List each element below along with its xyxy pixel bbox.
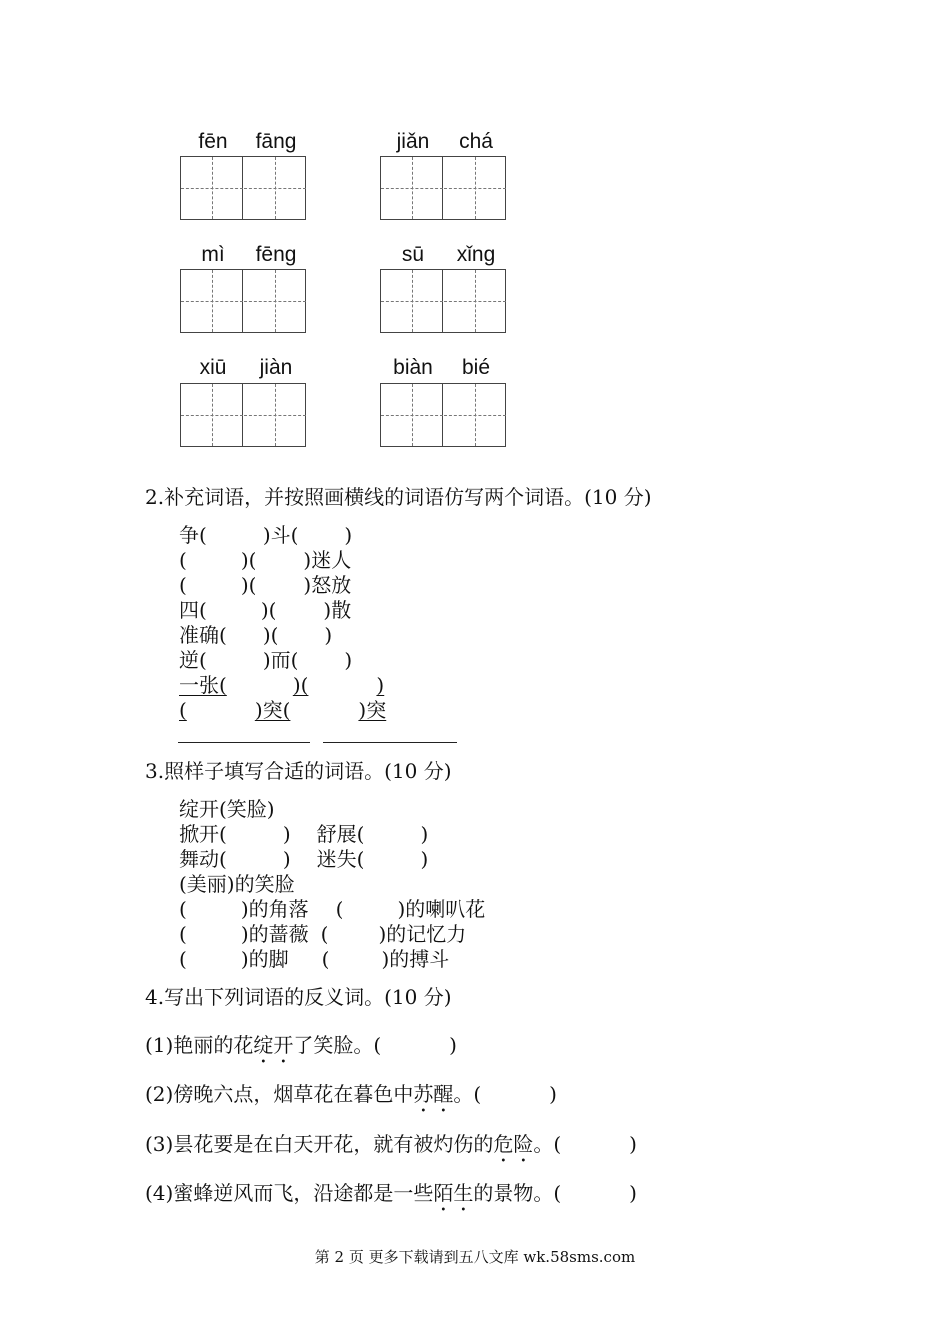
pinyin-label: xǐng xyxy=(456,243,496,266)
q2-line: 争( )斗( ) xyxy=(179,523,353,547)
q3-line: ( )的脚 ( )的搏斗 xyxy=(179,947,450,971)
q3-line: 舞动( ) 迷失( ) xyxy=(179,847,429,871)
answer-line[interactable] xyxy=(178,742,310,743)
q2-line: 准确( )( ) xyxy=(179,623,333,647)
writing-box[interactable] xyxy=(380,269,506,333)
pinyin-label: fāng xyxy=(255,130,297,153)
q2-line: ( )( )怒放 xyxy=(179,573,352,597)
pinyin-label: jiàn xyxy=(259,356,293,379)
pinyin-label: mì xyxy=(201,243,225,266)
pinyin-label: chá xyxy=(459,130,493,153)
question-3-title: 3.照样子填写合适的词语。(10 分) xyxy=(145,759,452,783)
writing-box[interactable] xyxy=(180,269,306,333)
writing-box[interactable] xyxy=(380,383,506,447)
q2-underlined-line: 一张( )( ) xyxy=(179,673,385,697)
q4-item: (3)昙花要是在白天开花，就有被灼伤的危险。( ) xyxy=(145,1132,637,1156)
page-footer: 第 2 页 更多下载请到五八文库 wk.58sms.com xyxy=(314,1248,636,1266)
writing-box[interactable] xyxy=(180,383,306,447)
q2-underlined-line: ( )突( )突 xyxy=(179,698,387,722)
q3-line: 掀开( ) 舒展( ) xyxy=(179,822,429,846)
pinyin-label: sū xyxy=(401,243,425,266)
q4-item: (2)傍晚六点，烟草花在暮色中苏醒。( ) xyxy=(145,1082,557,1106)
pinyin-label: fēng xyxy=(255,243,297,266)
q2-line: ( )( )迷人 xyxy=(179,548,352,572)
pinyin-label: bié xyxy=(461,356,491,379)
q3-line: ( )的角落 ( )的喇叭花 xyxy=(179,897,486,921)
q4-item: (1)艳丽的花绽开了笑脸。( ) xyxy=(145,1033,457,1057)
q3-example: (美丽)的笑脸 xyxy=(179,872,295,896)
answer-line[interactable] xyxy=(323,742,457,743)
writing-box[interactable] xyxy=(180,156,306,220)
q3-line: ( )的蔷薇 ( )的记忆力 xyxy=(179,922,467,946)
q2-line: 四( )( )散 xyxy=(179,598,352,622)
pinyin-label: jiǎn xyxy=(396,130,430,153)
q4-item: (4)蜜蜂逆风而飞，沿途都是一些陌生的景物。( ) xyxy=(145,1181,637,1205)
pinyin-label: biàn xyxy=(393,356,433,379)
question-4-title: 4.写出下列词语的反义词。(10 分) xyxy=(145,985,452,1009)
writing-box[interactable] xyxy=(380,156,506,220)
question-2-title: 2.补充词语，并按照画横线的词语仿写两个词语。(10 分) xyxy=(145,485,652,509)
q2-line: 逆( )而( ) xyxy=(179,648,353,672)
q3-example: 绽开(笑脸) xyxy=(179,797,275,821)
pinyin-label: fēn xyxy=(198,130,228,153)
pinyin-label: xiū xyxy=(199,356,227,379)
